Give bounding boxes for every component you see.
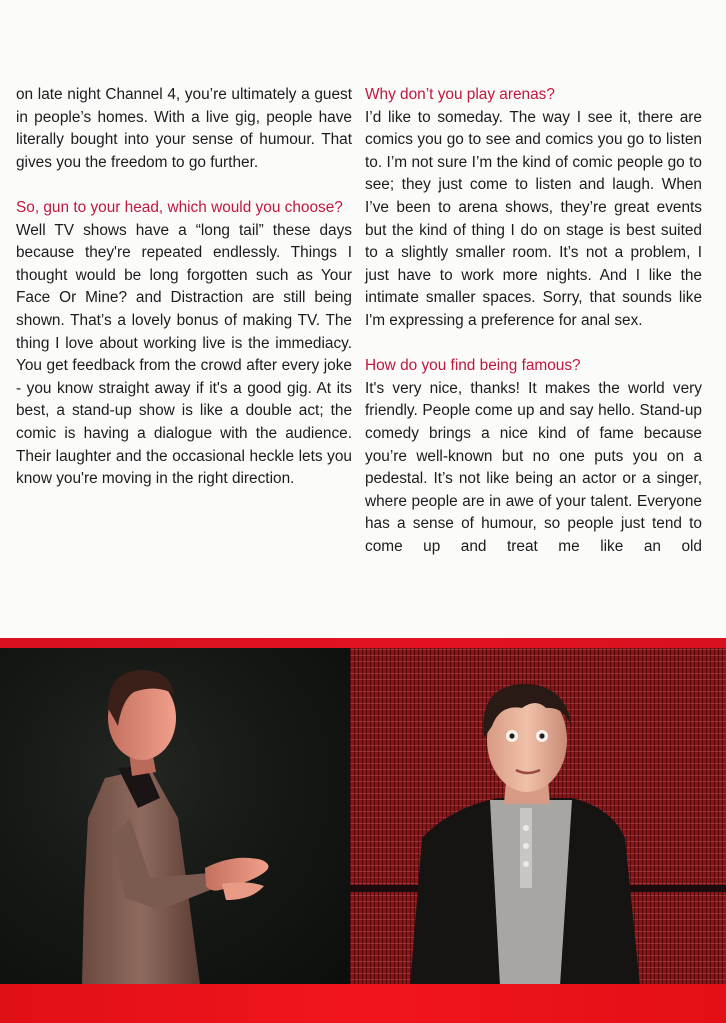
paragraph-gap	[16, 174, 352, 197]
portrait-illustration	[350, 648, 726, 986]
red-bottom-bar	[0, 984, 726, 1023]
red-top-bar	[0, 638, 726, 648]
photo-comedian-portrait	[350, 648, 726, 986]
interview-answer: I’d like to someday. The way I see it, there are comics you go to see and comics you go to listen to. I’m not sure I’m the kind of comic people go to see; they just come to listen and laugh. When I’ve been to arena shows, they’re great events but the kind of thing I do on stage is best suited to a slightly smaller room. It’s not a problem, I just have to work more nights. And I like the intimate smaller spaces. Sorry, that sounds like I'm expressing a preference for anal sex.	[365, 108, 702, 329]
performer-illustration	[0, 648, 350, 984]
body-paragraph: on late night Channel 4, you’re ultimately a guest in people’s homes. With a live gig, people have literally bought into your sense of humour. That gives you the freedom to go further.	[16, 86, 352, 171]
interview-answer: It's very nice, thanks! It makes the world very friendly. People come up and say hello. Stand-up comedy brings a nice kind of fame because you’re well-known but no one puts you on a pedestal. It’s not like being an actor or a singer, where people are in awe of your talent. Everyone has a sense of humour, so people just tend to come up and treat me like an old	[365, 379, 702, 555]
right-column	[365, 84, 702, 558]
paragraph-gap	[365, 333, 702, 356]
interview-question: How do you find being famous?	[365, 357, 581, 375]
left-column	[16, 84, 352, 491]
interview-answer: Well TV shows have a “long tail” these days because they're repeated endlessly. Things I thought would be long forgotten such as Your Face Or Mine? and Distraction are still being shown. That’s a lovely bonus of making TV. The thing I love about working live is the immediacy. You get feedback from the crowd after every joke - you know straight away if it's a good gig. At its best, a stand-up show is like a double act; the comic is having a dialogue with the audience. Their laughter and the occasional heckle lets you know you're moving in the right direction.	[16, 221, 352, 488]
photo-band	[0, 638, 726, 1023]
photo-comedian-on-stage	[0, 648, 350, 984]
interview-question: Why don’t you play arenas?	[365, 86, 555, 103]
interview-question: So, gun to your head, which would you choose?	[16, 198, 343, 216]
